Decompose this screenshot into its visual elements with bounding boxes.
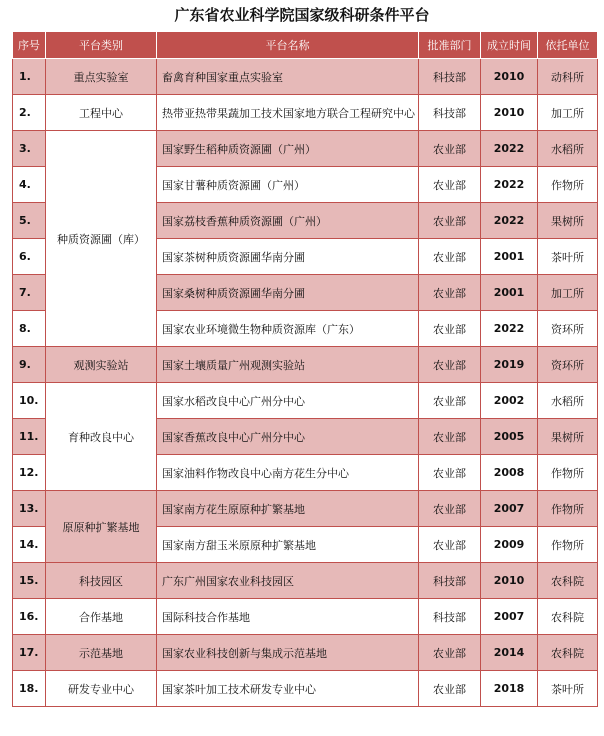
row-established-year: 2008 [481, 455, 538, 491]
row-seq: 18. [13, 671, 46, 707]
table-row [13, 671, 598, 707]
row-host-unit: 茶叶所 [538, 239, 598, 275]
row-platform-name: 国家桑树种质资源圃华南分圃 [157, 275, 419, 311]
row-category: 重点实验室 [46, 59, 157, 95]
table-row [13, 347, 598, 383]
row-platform-name: 国家南方花生原原种扩繁基地 [157, 491, 419, 527]
row-approving-dept: 农业部 [419, 455, 481, 491]
row-host-unit: 加工所 [538, 275, 598, 311]
header-type: 平台类别 [46, 32, 157, 59]
row-platform-name: 国际科技合作基地 [157, 599, 419, 635]
row-seq: 8. [13, 311, 46, 347]
header-seq: 序号 [13, 32, 46, 59]
row-seq: 2. [13, 95, 46, 131]
row-established-year: 2022 [481, 203, 538, 239]
table-row [13, 563, 598, 599]
row-approving-dept: 农业部 [419, 275, 481, 311]
table-row [13, 95, 598, 131]
row-category: 原原种扩繁基地 [46, 491, 157, 563]
row-platform-name: 国家油料作物改良中心南方花生分中心 [157, 455, 419, 491]
row-category: 观测实验站 [46, 347, 157, 383]
row-host-unit: 作物所 [538, 455, 598, 491]
row-platform-name: 国家水稻改良中心广州分中心 [157, 383, 419, 419]
row-established-year: 2010 [481, 563, 538, 599]
header-year: 成立时间 [481, 32, 538, 59]
row-established-year: 2019 [481, 347, 538, 383]
page-title: 广东省农业科学院国家级科研条件平台 [174, 6, 430, 24]
row-host-unit: 农科院 [538, 635, 598, 671]
row-host-unit: 果树所 [538, 419, 598, 455]
table-header-row [13, 32, 598, 59]
row-host-unit: 水稻所 [538, 383, 598, 419]
row-platform-name: 国家茶叶加工技术研发专业中心 [157, 671, 419, 707]
table-row [13, 131, 598, 167]
row-host-unit: 动科所 [538, 59, 598, 95]
row-seq: 11. [13, 419, 46, 455]
row-established-year: 2005 [481, 419, 538, 455]
row-seq: 3. [13, 131, 46, 167]
row-approving-dept: 农业部 [419, 635, 481, 671]
row-category: 科技园区 [46, 563, 157, 599]
row-established-year: 2007 [481, 599, 538, 635]
row-approving-dept: 农业部 [419, 383, 481, 419]
table-row [13, 599, 598, 635]
row-seq: 12. [13, 455, 46, 491]
platform-table [12, 31, 598, 707]
row-approving-dept: 科技部 [419, 95, 481, 131]
row-approving-dept: 农业部 [419, 671, 481, 707]
row-established-year: 2002 [481, 383, 538, 419]
row-category: 合作基地 [46, 599, 157, 635]
row-approving-dept: 农业部 [419, 527, 481, 563]
row-approving-dept: 农业部 [419, 419, 481, 455]
row-category: 种质资源圃（库） [46, 131, 157, 347]
row-seq: 14. [13, 527, 46, 563]
row-host-unit: 茶叶所 [538, 671, 598, 707]
row-established-year: 2010 [481, 95, 538, 131]
row-host-unit: 农科院 [538, 563, 598, 599]
row-platform-name: 国家农业环境微生物种质资源库（广东） [157, 311, 419, 347]
row-host-unit: 农科院 [538, 599, 598, 635]
row-category: 工程中心 [46, 95, 157, 131]
row-established-year: 2022 [481, 311, 538, 347]
row-seq: 7. [13, 275, 46, 311]
row-approving-dept: 农业部 [419, 491, 481, 527]
row-host-unit: 作物所 [538, 527, 598, 563]
row-seq: 13. [13, 491, 46, 527]
row-seq: 5. [13, 203, 46, 239]
row-approving-dept: 科技部 [419, 599, 481, 635]
row-seq: 10. [13, 383, 46, 419]
row-established-year: 2007 [481, 491, 538, 527]
row-platform-name: 国家野生稻种质资源圃（广州） [157, 131, 419, 167]
row-seq: 15. [13, 563, 46, 599]
row-platform-name: 广东广州国家农业科技园区 [157, 563, 419, 599]
row-platform-name: 国家荔枝香蕉种质资源圃（广州） [157, 203, 419, 239]
row-approving-dept: 农业部 [419, 347, 481, 383]
row-established-year: 2022 [481, 131, 538, 167]
row-established-year: 2001 [481, 239, 538, 275]
row-platform-name: 国家茶树种质资源圃华南分圃 [157, 239, 419, 275]
row-host-unit: 资环所 [538, 311, 598, 347]
table-body [13, 59, 598, 707]
row-platform-name: 国家南方甜玉米原原种扩繁基地 [157, 527, 419, 563]
row-platform-name: 国家香蕉改良中心广州分中心 [157, 419, 419, 455]
row-approving-dept: 农业部 [419, 131, 481, 167]
row-category: 研发专业中心 [46, 671, 157, 707]
row-category: 育种改良中心 [46, 383, 157, 491]
row-approving-dept: 农业部 [419, 239, 481, 275]
table-row [13, 491, 598, 527]
row-approving-dept: 农业部 [419, 203, 481, 239]
row-seq: 6. [13, 239, 46, 275]
table-row [13, 383, 598, 419]
row-approving-dept: 农业部 [419, 311, 481, 347]
row-seq: 16. [13, 599, 46, 635]
row-platform-name: 国家土壤质量广州观测实验站 [157, 347, 419, 383]
row-host-unit: 资环所 [538, 347, 598, 383]
table-row [13, 59, 598, 95]
row-approving-dept: 农业部 [419, 167, 481, 203]
row-category: 示范基地 [46, 635, 157, 671]
header-name: 平台名称 [157, 32, 419, 59]
row-host-unit: 加工所 [538, 95, 598, 131]
row-established-year: 2022 [481, 167, 538, 203]
row-approving-dept: 科技部 [419, 563, 481, 599]
header-dept: 批准部门 [419, 32, 481, 59]
table-row [13, 635, 598, 671]
row-seq: 9. [13, 347, 46, 383]
row-established-year: 2001 [481, 275, 538, 311]
row-established-year: 2009 [481, 527, 538, 563]
row-host-unit: 果树所 [538, 203, 598, 239]
row-established-year: 2014 [481, 635, 538, 671]
row-platform-name: 国家农业科技创新与集成示范基地 [157, 635, 419, 671]
row-seq: 4. [13, 167, 46, 203]
row-host-unit: 水稻所 [538, 131, 598, 167]
row-approving-dept: 科技部 [419, 59, 481, 95]
row-established-year: 2010 [481, 59, 538, 95]
row-host-unit: 作物所 [538, 491, 598, 527]
row-seq: 1. [13, 59, 46, 95]
row-host-unit: 作物所 [538, 167, 598, 203]
row-platform-name: 畜禽育种国家重点实验室 [157, 59, 419, 95]
header-unit: 依托单位 [538, 32, 598, 59]
row-platform-name: 国家甘薯种质资源圃（广州） [157, 167, 419, 203]
row-platform-name: 热带亚热带果蔬加工技术国家地方联合工程研究中心 [157, 95, 419, 131]
row-established-year: 2018 [481, 671, 538, 707]
row-seq: 17. [13, 635, 46, 671]
